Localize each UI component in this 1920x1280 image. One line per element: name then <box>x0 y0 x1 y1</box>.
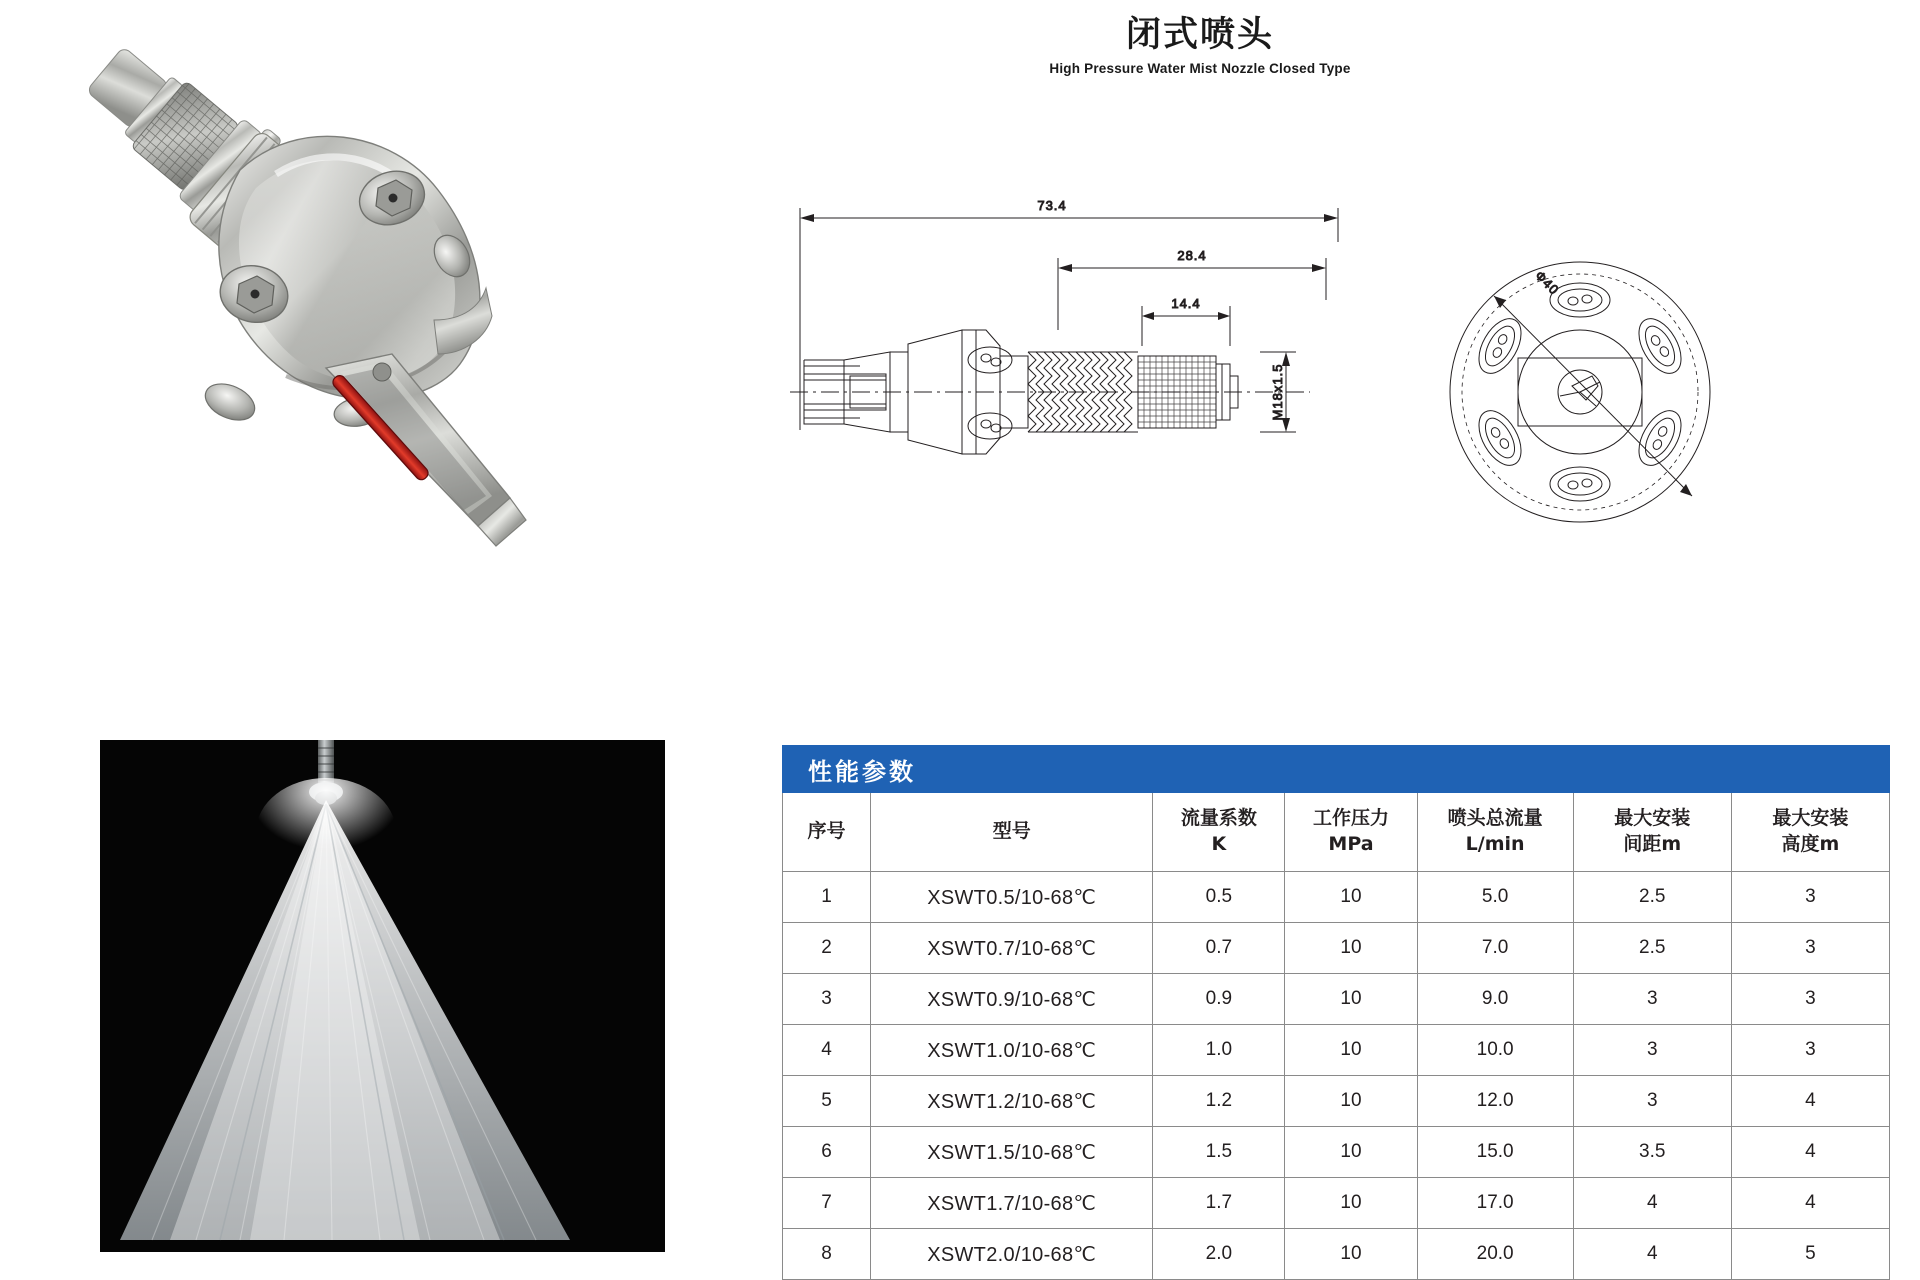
col-k-factor: 流量系数 K <box>1153 793 1285 872</box>
dim-thread-length <box>1142 296 1230 346</box>
table-row <box>783 1025 1890 1076</box>
product-photo <box>40 20 560 550</box>
cell-no: 5 <box>783 1076 871 1127</box>
cell-model: XSWT2.0/10-68℃ <box>871 1229 1153 1280</box>
cell-spacing: 3 <box>1573 974 1731 1025</box>
table-row <box>783 1076 1890 1127</box>
dim-total-text: 73.4 <box>1037 198 1067 213</box>
cell-lmin: 12.0 <box>1417 1076 1573 1127</box>
cell-mpa: 10 <box>1285 1229 1417 1280</box>
spray-photo <box>100 740 665 1252</box>
cell-mpa: 10 <box>1285 1076 1417 1127</box>
col-no: 序号 <box>783 793 871 872</box>
table-row <box>783 974 1890 1025</box>
cell-height: 3 <box>1731 923 1889 974</box>
table-header-bar <box>782 745 1890 793</box>
cell-mpa: 10 <box>1285 1127 1417 1178</box>
cell-mpa: 10 <box>1285 872 1417 923</box>
cell-model: XSWT1.2/10-68℃ <box>871 1076 1153 1127</box>
cell-k: 1.2 <box>1153 1076 1285 1127</box>
cell-no: 4 <box>783 1025 871 1076</box>
dim-body <box>1058 248 1326 330</box>
table-row <box>783 1229 1890 1280</box>
cell-lmin: 9.0 <box>1417 974 1573 1025</box>
cell-height: 3 <box>1731 974 1889 1025</box>
cell-no: 1 <box>783 872 871 923</box>
parameters-table <box>782 793 1890 1280</box>
cell-spacing: 4 <box>1573 1178 1731 1229</box>
dim-diameter <box>1494 268 1692 496</box>
cell-k: 1.0 <box>1153 1025 1285 1076</box>
cell-k: 0.9 <box>1153 974 1285 1025</box>
cell-mpa: 10 <box>1285 1178 1417 1229</box>
cell-height: 4 <box>1731 1178 1889 1229</box>
table-row <box>783 923 1890 974</box>
cell-lmin: 20.0 <box>1417 1229 1573 1280</box>
cell-height: 5 <box>1731 1229 1889 1280</box>
cell-height: 4 <box>1731 1076 1889 1127</box>
cell-model: XSWT0.7/10-68℃ <box>871 923 1153 974</box>
table-header-row <box>783 793 1890 872</box>
table-row <box>783 1178 1890 1229</box>
dim-thread-text: M18x1.5 <box>1270 363 1285 421</box>
cell-height: 3 <box>1731 872 1889 923</box>
cell-mpa: 10 <box>1285 1025 1417 1076</box>
table-header-title: 性能参数 <box>808 757 916 786</box>
cell-model: XSWT1.7/10-68℃ <box>871 1178 1153 1229</box>
cell-lmin: 5.0 <box>1417 872 1573 923</box>
col-model: 型号 <box>871 793 1153 872</box>
cell-lmin: 10.0 <box>1417 1025 1573 1076</box>
cell-spacing: 2.5 <box>1573 923 1731 974</box>
page-title <box>880 14 1520 76</box>
col-pressure: 工作压力 MPa <box>1285 793 1417 872</box>
cell-no: 2 <box>783 923 871 974</box>
cell-spacing: 3 <box>1573 1025 1731 1076</box>
dim-diameter-text: Ф40 <box>1532 267 1563 298</box>
cell-spacing: 3.5 <box>1573 1127 1731 1178</box>
cell-spacing: 4 <box>1573 1229 1731 1280</box>
technical-drawing <box>790 180 1890 550</box>
cell-no: 6 <box>783 1127 871 1178</box>
title-english: High Pressure Water Mist Nozzle Closed Type <box>1049 61 1351 76</box>
dim-total <box>800 198 1338 430</box>
cell-k: 1.5 <box>1153 1127 1285 1178</box>
cell-height: 4 <box>1731 1127 1889 1178</box>
cell-lmin: 15.0 <box>1417 1127 1573 1178</box>
cell-no: 7 <box>783 1178 871 1229</box>
cell-no: 3 <box>783 974 871 1025</box>
cell-model: XSWT1.0/10-68℃ <box>871 1025 1153 1076</box>
col-max-height: 最大安装 高度m <box>1731 793 1889 872</box>
col-max-spacing: 最大安装 间距m <box>1573 793 1731 872</box>
table-row <box>783 1127 1890 1178</box>
cell-model: XSWT0.9/10-68℃ <box>871 974 1153 1025</box>
cell-k: 2.0 <box>1153 1229 1285 1280</box>
table-row <box>783 872 1890 923</box>
cell-mpa: 10 <box>1285 923 1417 974</box>
cell-k: 0.7 <box>1153 923 1285 974</box>
col-flow: 喷头总流量 L/min <box>1417 793 1573 872</box>
cell-no: 8 <box>783 1229 871 1280</box>
performance-parameters <box>782 745 1890 1280</box>
cell-mpa: 10 <box>1285 974 1417 1025</box>
dim-body-text: 28.4 <box>1177 248 1207 263</box>
cell-spacing: 2.5 <box>1573 872 1731 923</box>
cell-height: 3 <box>1731 1025 1889 1076</box>
cell-lmin: 7.0 <box>1417 923 1573 974</box>
cell-k: 1.7 <box>1153 1178 1285 1229</box>
cell-k: 0.5 <box>1153 872 1285 923</box>
dim-thread-length-text: 14.4 <box>1171 296 1201 311</box>
cell-spacing: 3 <box>1573 1076 1731 1127</box>
title-chinese: 闭式喷头 <box>1125 15 1274 55</box>
cell-model: XSWT0.5/10-68℃ <box>871 872 1153 923</box>
cell-model: XSWT1.5/10-68℃ <box>871 1127 1153 1178</box>
cell-lmin: 17.0 <box>1417 1178 1573 1229</box>
